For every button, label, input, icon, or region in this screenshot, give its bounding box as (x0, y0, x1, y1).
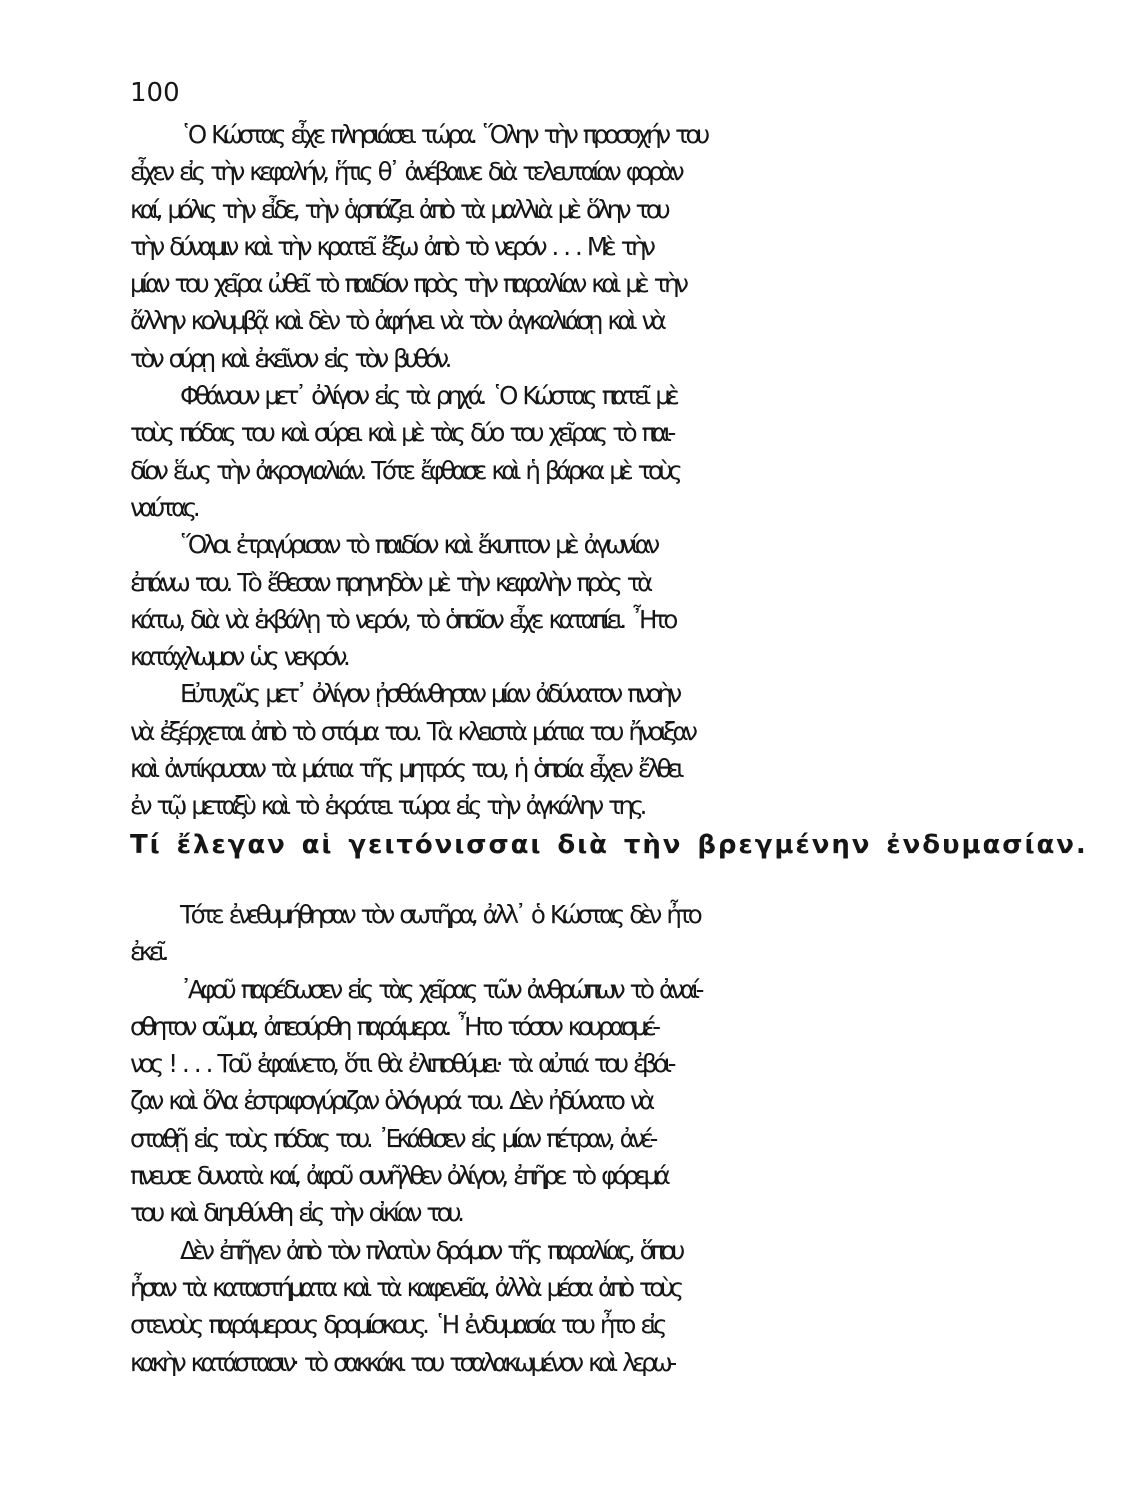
paragraph-line: ῾Ο Κώστας εἶχε πλησιάσει τώρα. ῞Ολην τὴν προσοχήν του (180, 120, 706, 149)
paragraph-line: τὸν σύρῃ καὶ ἐκεῖνον εἰς τὸν βυθόν. (130, 343, 448, 373)
paragraph-line: τοὺς πόδας του καὶ σύρει καὶ μὲ τὰς δύο του χεῖρας τὸ παι- (130, 418, 672, 448)
paragraph-line: καί, μόλις τὴν εἶδε, τὴν ἁρπάζει ἀπὸ τὰ μαλλιὰ μὲ ὅλην του (130, 194, 667, 224)
paragraph-line: ἄλλην κολυμβᾷ καὶ δὲν τὸ ἀφήνει νὰ τὸν ἀγκαλιάσῃ καὶ νὰ (130, 306, 663, 336)
paragraph-line: νος ! . . . Τοῦ ἐφαίνετο, ὅτι θὰ ἐλιποθύμει· τὰ αὐτιά του ἐβόι- (130, 1049, 673, 1079)
paragraph-line: ἐπάνω του. Τὸ ἔθεσαν πρηνηδὸν μὲ τὴν κεφαλὴν πρὸς τὰ (130, 567, 649, 597)
paragraph-line: Φθάνουν μετ᾿ ὀλίγον εἰς τὰ ρηχά. ῾Ο Κώστας πατεῖ μὲ (180, 381, 676, 411)
text-block-2 (130, 896, 1120, 1381)
paragraph-line: Τότε ἐνεθυμήθησαν τὸν σωτῆρα, ἀλλ᾿ ὁ Κώστας δὲν ἦτο (180, 900, 699, 929)
paragraph-line: εἶχεν εἰς τὴν κεφαλήν, ἥτις θ᾿ ἀνέβαινε διὰ τελευταίαν φορὰν (130, 157, 681, 187)
paragraph-line: μίαν του χεῖρα ὠθεῖ τὸ παιδίον πρὸς τὴν παραλίαν καὶ μὲ τὴν (130, 269, 685, 299)
paragraph-line: τὴν δύναμιν καὶ τὴν κρατεῖ ἔξω ἀπὸ τὸ νερόν . . . Μὲ τὴν (130, 231, 652, 261)
paragraph-line: κατάχλωμον ὡς νεκρόν. (130, 642, 347, 672)
paragraph-line: νὰ ἐξέρχεται ἀπὸ τὸ στόμα του. Τὰ κλειστὰ μάτια του ἤνοιξαν (130, 716, 694, 746)
paragraph-line: ῞Ολοι ἐτριγύρισαν τὸ παιδίον καὶ ἔκυπτον μὲ ἀγωνίαν (180, 530, 656, 560)
paragraph-line: σθητον σῶμα, ἀπεσύρθη παράμερα. ῏Ητο τόσον κουρασμέ- (130, 1011, 657, 1041)
paragraph-line: ναύτας. (130, 492, 197, 522)
paragraph-line: ἦσαν τὰ καταστήματα καὶ τὰ καφενεῖα, ἀλλὰ μέσα ἀπὸ τοὺς (130, 1272, 680, 1302)
paragraph-line: ζαν καὶ ὅλα ἐστριφογύριζαν ὁλόγυρά του. Δὲν ἠδύνατο νὰ (130, 1086, 651, 1116)
paragraph-line: Δὲν ἐπῆγεν ἀπὸ τὸν πλατὺν δρόμον τῆς παραλίας, ὅπου (180, 1235, 681, 1265)
paragraph-line: ᾿Αφοῦ παρέδωσεν εἰς τὰς χεῖρας τῶν ἀνθρώπων τὸ ἀναί- (180, 974, 701, 1004)
page-number: 100 (130, 78, 180, 108)
text-block-1 (130, 116, 1120, 825)
paragraph-line: στενοὺς παράμερους δρομίσκους. ῾Η ἐνδυμασία του ἦτο εἰς (130, 1310, 664, 1340)
paragraph-line: Εὐτυχῶς μετ᾿ ὀλίγον ᾐσθάνθησαν μίαν ἀδύνατον πνοὴν (180, 679, 678, 709)
paragraph-line: ἐκεῖ. (130, 937, 166, 967)
paragraph-line: ἐν τῷ μεταξὺ καὶ τὸ ἐκράτει τώρα εἰς τὴν ἀγκάλην της. (130, 791, 643, 821)
paragraph-line: κάτω, διὰ νὰ ἐκβάλῃ τὸ νερόν, τὸ ὁποῖον εἶχε καταπίει. ῏Ητο (130, 604, 674, 634)
paragraph-line: δίον ἕως τὴν ἀκρογιαλιάν. Τότε ἔφθασε καὶ ἡ βάρκα μὲ τοὺς (130, 455, 679, 485)
paragraph-line: καὶ ἀντίκρυσαν τὰ μάτια τῆς μητρός του, ἡ ὁποία εἶχεν ἔλθει (130, 754, 681, 784)
paragraph-line: σταθῇ εἰς τοὺς πόδας του. ᾿Εκάθισεν εἰς μίαν πέτραν, ἀνέ- (130, 1123, 654, 1153)
paragraph-line: κακὴν κατάστασιν· τὸ σακκάκι του τσαλακωμένον καὶ λερω- (130, 1347, 673, 1377)
paragraph-line: πνευσε δυνατὰ καί, ἀφοῦ συνῆλθεν ὀλίγον, ἐπῆρε τὸ φόρεμά (130, 1161, 667, 1191)
section-heading: Τί ἔλεγαν αἱ γειτόνισσαι διὰ τὴν βρεγμένην ἐνδυμασίαν. (130, 830, 1088, 860)
paragraph-line: του καὶ διηυθύνθη εἰς τὴν οἰκίαν του. (130, 1198, 461, 1228)
